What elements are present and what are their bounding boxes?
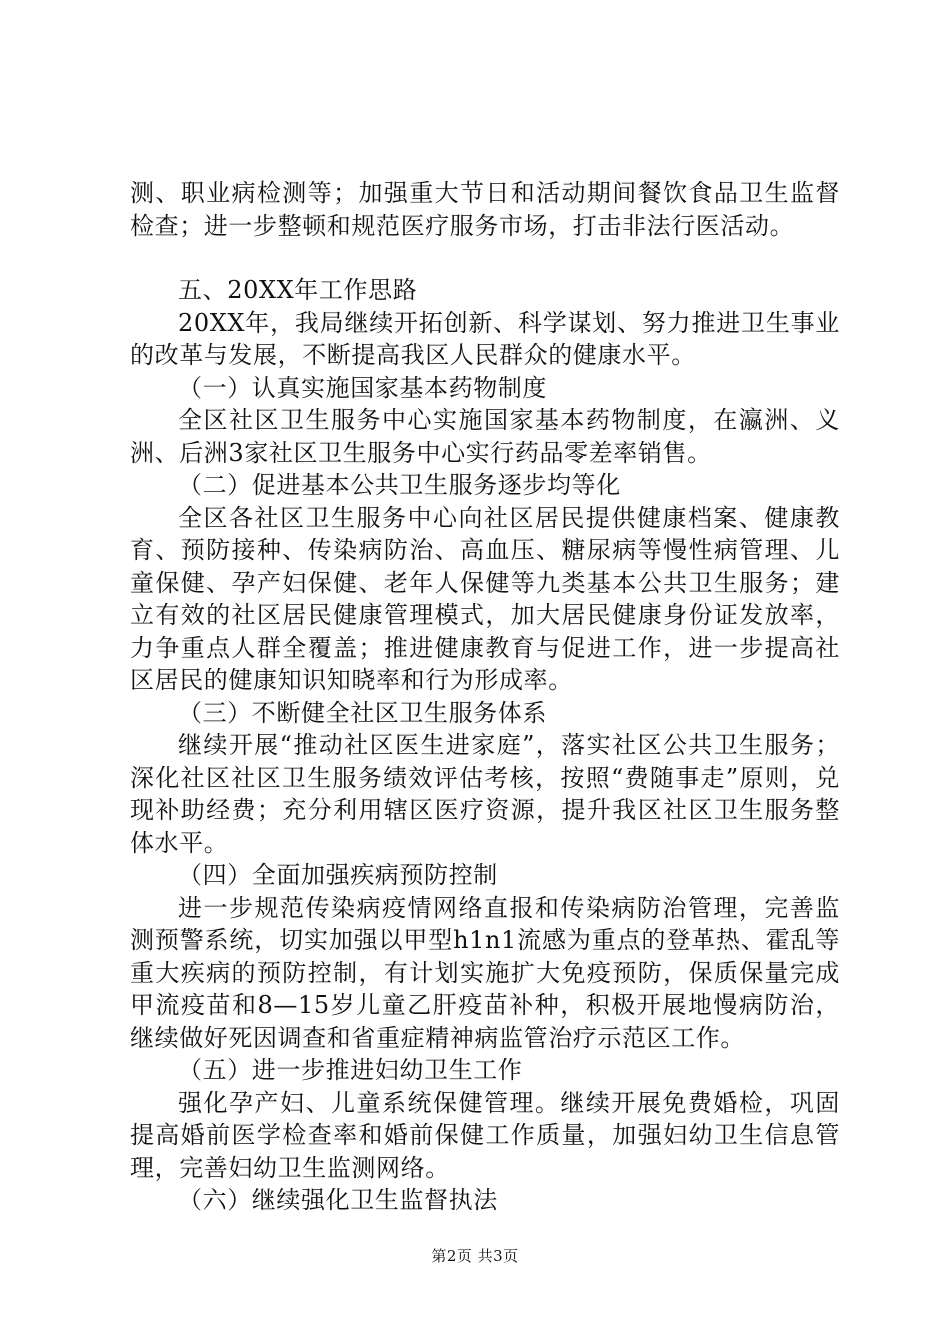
paragraph: 继续开展“推动社区医生进家庭”，落实社区公共卫生服务；深化社区社区卫生服务绩效评估考核，按照“费随事走”原则，兑现补助经费；充分利用辖区医疗资源，提升我区社区卫生服务整体水平。 [130,731,840,857]
paragraph: 全区各社区卫生服务中心向社区居民提供健康档案、健康教育、预防接种、传染病防治、高血压、糖尿病等慢性病管理、儿童保健、孕产妇保健、老年人保健等九类基本公共卫生服务；建立有效的社区居民健康管理模式，加大居民健康身份证发放率，力争重点人群全覆盖；推进健康教育与促进工作，进一步提高社区居民的健康知识知晓率和行为形成率。 [130,503,840,694]
paragraph: 进一步规范传染病疫情网络直报和传染病防治管理，完善监测预警系统，切实加强以甲型h1n1流感为重点的登革热、霍乱等重大疾病的预防控制，有计划实施扩大免疫预防，保质保量完成甲流疫苗和8—15岁儿童乙肝疫苗补种，积极开展地慢病防治，继续做好死因调查和省重症精神病监管治疗示范区工作。 [130,893,840,1052]
subsection-heading-3: （三）不断健全社区卫生服务体系 [178,698,547,727]
paragraph: 强化孕产妇、儿童系统保健管理。继续开展免费婚检，巩固提高婚前医学检查率和婚前保健工作质量，加强妇幼卫生信息管理，完善妇幼卫生监测网络。 [130,1088,840,1182]
document-body [130,177,840,1217]
subsection-heading-1: （一）认真实施国家基本药物制度 [178,373,547,402]
subsection-heading-4: （四）全面加强疾病预防控制 [178,861,498,889]
page-number-footer: 第2页 共3页 [431,1247,519,1265]
paragraph: 20XX年，我局继续开拓创新、科学谋划、努力推进卫生事业的改革与发展，不断提高我区人民群众的健康水平。 [130,308,840,369]
paragraph-continued: 测、职业病检测等；加强重大节日和活动期间餐饮食品卫生监督检查；进一步整顿和规范医疗服务市场，打击非法行医活动。 [130,179,840,240]
section-heading-5: 五、20XX年工作思路 [178,276,418,304]
subsection-heading-2: （二）促进基本公共卫生服务逐步均等化 [178,471,621,499]
subsection-heading-6: （六）继续强化卫生监督执法 [178,1186,498,1214]
paragraph: 全区社区卫生服务中心实施国家基本药物制度，在瀛洲、义洲、后洲3家社区卫生服务中心实行药品零差率销售。 [130,406,840,467]
subsection-heading-5: （五）进一步推进妇幼卫生工作 [178,1056,523,1084]
